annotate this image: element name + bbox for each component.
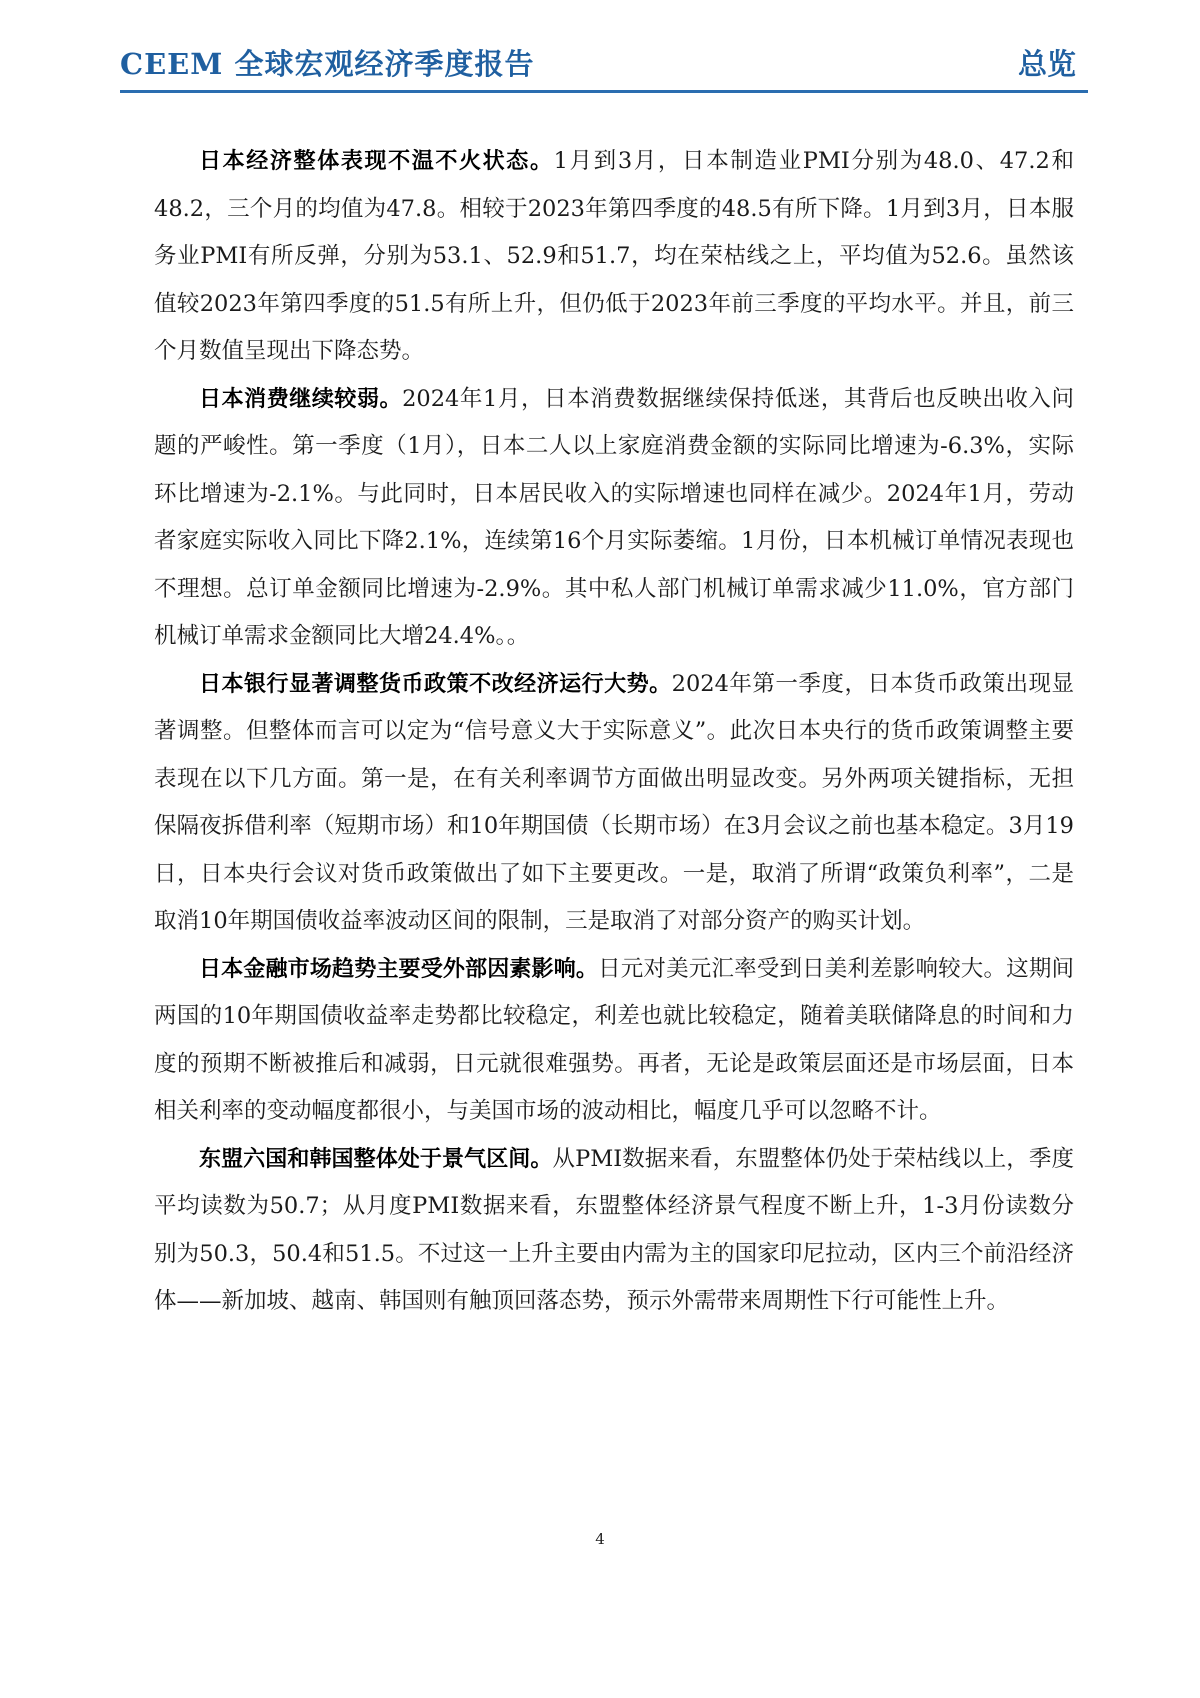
- header-divider: [120, 90, 1088, 93]
- paragraph-lead: 东盟六国和韩国整体处于景气区间。: [199, 1146, 553, 1172]
- paragraph-lead: 日本金融市场趋势主要受外部因素影响。: [199, 956, 599, 982]
- paragraph-text: 日元对美元汇率受到日美利差影响较大。这期间两国的10年期国债收益率走势都比较稳定，利差也就比较稳定，随着美联储降息的时间和力度的预期不断被推后和减弱，日元就很难强势。再者，无论是政策层面还是市场层面，日本相关利率的变动幅度都很小，与美国市场的波动相比，幅度几乎可以忽略不计。: [154, 955, 1074, 1124]
- paragraph-lead: 日本消费继续较弱。: [199, 386, 403, 412]
- report-title: CEEM 全球宏观经济季度报告: [120, 47, 535, 81]
- page-header: [120, 44, 1080, 92]
- paragraph-text: 1月到3月，日本制造业PMI分别为48.0、47.2和48.2，三个月的均值为47.8。相较于2023年第四季度的48.5有所下降。1月到3月，日本服务业PMI有所反弹，分别为53.1、52.9和51.7，均在荣枯线之上，平均值为52.6。虽然该值较2023年第四季度的51.5有所上升，但仍低于2023年前三季度的平均水平。并且，前三个月数值呈现出下降态势。: [154, 148, 1074, 364]
- paragraph-lead: 日本经济整体表现不温不火状态。: [199, 149, 554, 174]
- article-body: [154, 138, 1074, 1326]
- paragraph-japan-consumption: [154, 376, 1074, 661]
- paragraph-boj-policy: [154, 661, 1074, 946]
- paragraph-text: 从PMI数据来看，东盟整体仍处于荣枯线以上，季度平均读数为50.7；从月度PMI数据来看，东盟整体经济景气程度不断上升，1-3月份读数分别为50.3，50.4和51.5。不过这一上升主要由内需为主的国家印尼拉动，区内三个前沿经济体——新加坡、越南、韩国则有触顶回落态势，预示外需带来周期性下行可能性上升。: [154, 1145, 1074, 1314]
- page-number: 4: [595, 1530, 605, 1548]
- paragraph-asean-korea: [154, 1136, 1074, 1326]
- paragraph-text: 2024年1月，日本消费数据继续保持低迷，其背后也反映出收入问题的严峻性。第一季度（1月），日本二人以上家庭消费金额的实际同比增速为-6.3%，实际环比增速为-2.1%。与此同时，日本居民收入的实际增速也同样在减少。2024年1月，劳动者家庭实际收入同比下降2.1%，连续第16个月实际萎缩。1月份，日本机械订单情况表现也不理想。总订单金额同比增速为-2.9%。其中私人部门机械订单需求减少11.0%，官方部门机械订单需求金额同比大增24.4%。。: [154, 385, 1074, 649]
- paragraph-japan-financial-market: [154, 946, 1074, 1136]
- paragraph-lead: 日本银行显著调整货币政策不改经济运行大势。: [199, 671, 672, 697]
- paragraph-japan-economy: [154, 138, 1074, 376]
- paragraph-text: 2024年第一季度，日本货币政策出现显著调整。但整体而言可以定为“信号意义大于实际意义”。此次日本央行的货币政策调整主要表现在以下几方面。第一是，在有关利率调节方面做出明显改变。另外两项关键指标，无担保隔夜拆借利率（短期市场）和10年期国债（长期市场）在3月会议之前也基本稳定。3月19日，日本央行会议对货币政策做出了如下主要更改。一是，取消了所谓“政策负利率”，二是取消10年期国债收益率波动区间的限制，三是取消了对部分资产的购买计划。: [154, 670, 1074, 934]
- section-label: 总览: [1017, 47, 1076, 81]
